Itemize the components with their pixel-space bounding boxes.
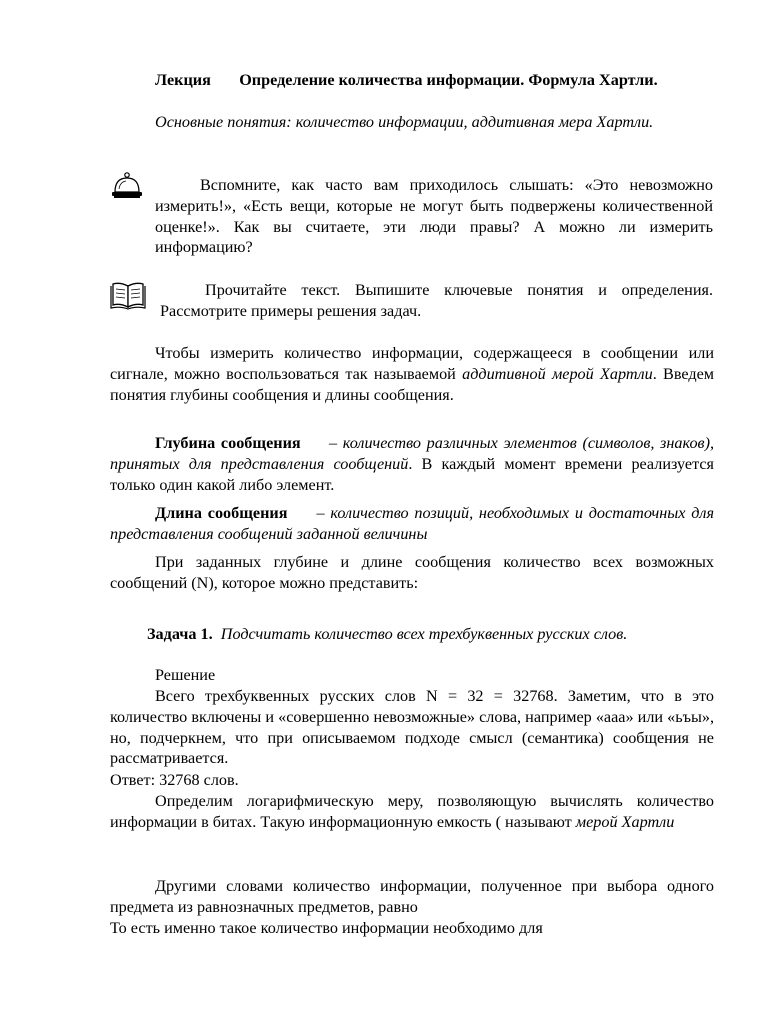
task1-solution: Всего трехбуквенных русских слов N = 32 = 32768. Заметим, что в это количество включены и «совершенно невозможные» слова, например «ааа» или «ьъы», но, подчеркнем, что при описываемом подходе смысл (семантика) сообщения не рассматривается. xyxy=(110,687,714,768)
intro-text-1: Чтобы измерить количество информации, содержащееся в сообщении или сигнале, можно воспользоваться так называемой xyxy=(110,344,714,383)
depth-def: количество различных элементов (символов, знаков), принятых для представления сообщений xyxy=(110,434,715,473)
length-def: количество позиций, необходимых и достаточных для представления сообщений заданной величины xyxy=(110,504,715,543)
intro-paragraph xyxy=(110,343,714,405)
concepts-prefix: Основные понятия: xyxy=(155,113,292,131)
recall-paragraph: Вспомните, как часто вам приходилось слышать: «Это невозможно измерить!», «Есть вещи, которые не могут быть подвержены количественной оценке!». Как вы считаете, эти люди правы? А можно ли измерить информацию? xyxy=(155,176,713,257)
length-definition xyxy=(110,503,714,545)
hartley-measure-term: аддитивной мерой Хартли xyxy=(462,364,653,383)
service-bell-icon xyxy=(110,170,144,202)
open-book-icon xyxy=(110,280,146,310)
task1-text: Подсчитать количество всех трехбуквенных русских слов. xyxy=(220,625,628,643)
task1-label: Задача 1. xyxy=(147,625,213,643)
lecture-title-text: Определение количества информации. Формула Хартли. xyxy=(239,71,658,89)
depth-term: Глубина сообщения xyxy=(155,434,301,452)
conclusion-line: То есть именно такое количество информации необходимо для xyxy=(110,919,543,937)
other-words-paragraph: Другими словами количество информации, полученное при выбора одного предмета из равнозначных предметов, равно xyxy=(110,877,714,916)
log-measure-paragraph xyxy=(110,791,714,833)
length-term: Длина сообщения xyxy=(155,504,288,522)
depth-definition xyxy=(110,433,714,495)
task1-statement xyxy=(147,624,714,645)
task1-solution-label: Решение xyxy=(155,666,216,684)
read-task-paragraph: Прочитайте текст. Выпишите ключевые понятия и определения. Рассмотрите примеры решения задач. xyxy=(160,281,713,320)
lecture-title xyxy=(110,70,714,91)
concepts-text: количество информации, аддитивная мера Хартли. xyxy=(295,113,654,131)
basic-concepts xyxy=(110,112,714,133)
depth-dash: – xyxy=(328,434,338,452)
task1-answer: Ответ: 32768 слов. xyxy=(110,771,239,789)
hartley-measure-ref: мерой Хартли xyxy=(575,812,675,831)
length-dash: – xyxy=(316,504,325,522)
log-measure-text: Определим логарифмическую меру, позволяющую вычислять количество информации в битах. Такую информационную емкость ( называют xyxy=(110,792,714,831)
given-paragraph: При заданных глубине и длине сообщения количество всех возможных сообщений (N), которое можно представить: xyxy=(110,553,714,592)
intro-text-2: . Введем понятия глубины сообщения и длины сообщения. xyxy=(110,364,715,404)
lecture-label: Лекция xyxy=(155,71,211,89)
depth-tail: . В каждый момент времени реализуется только один какой либо элемент. xyxy=(110,454,715,494)
